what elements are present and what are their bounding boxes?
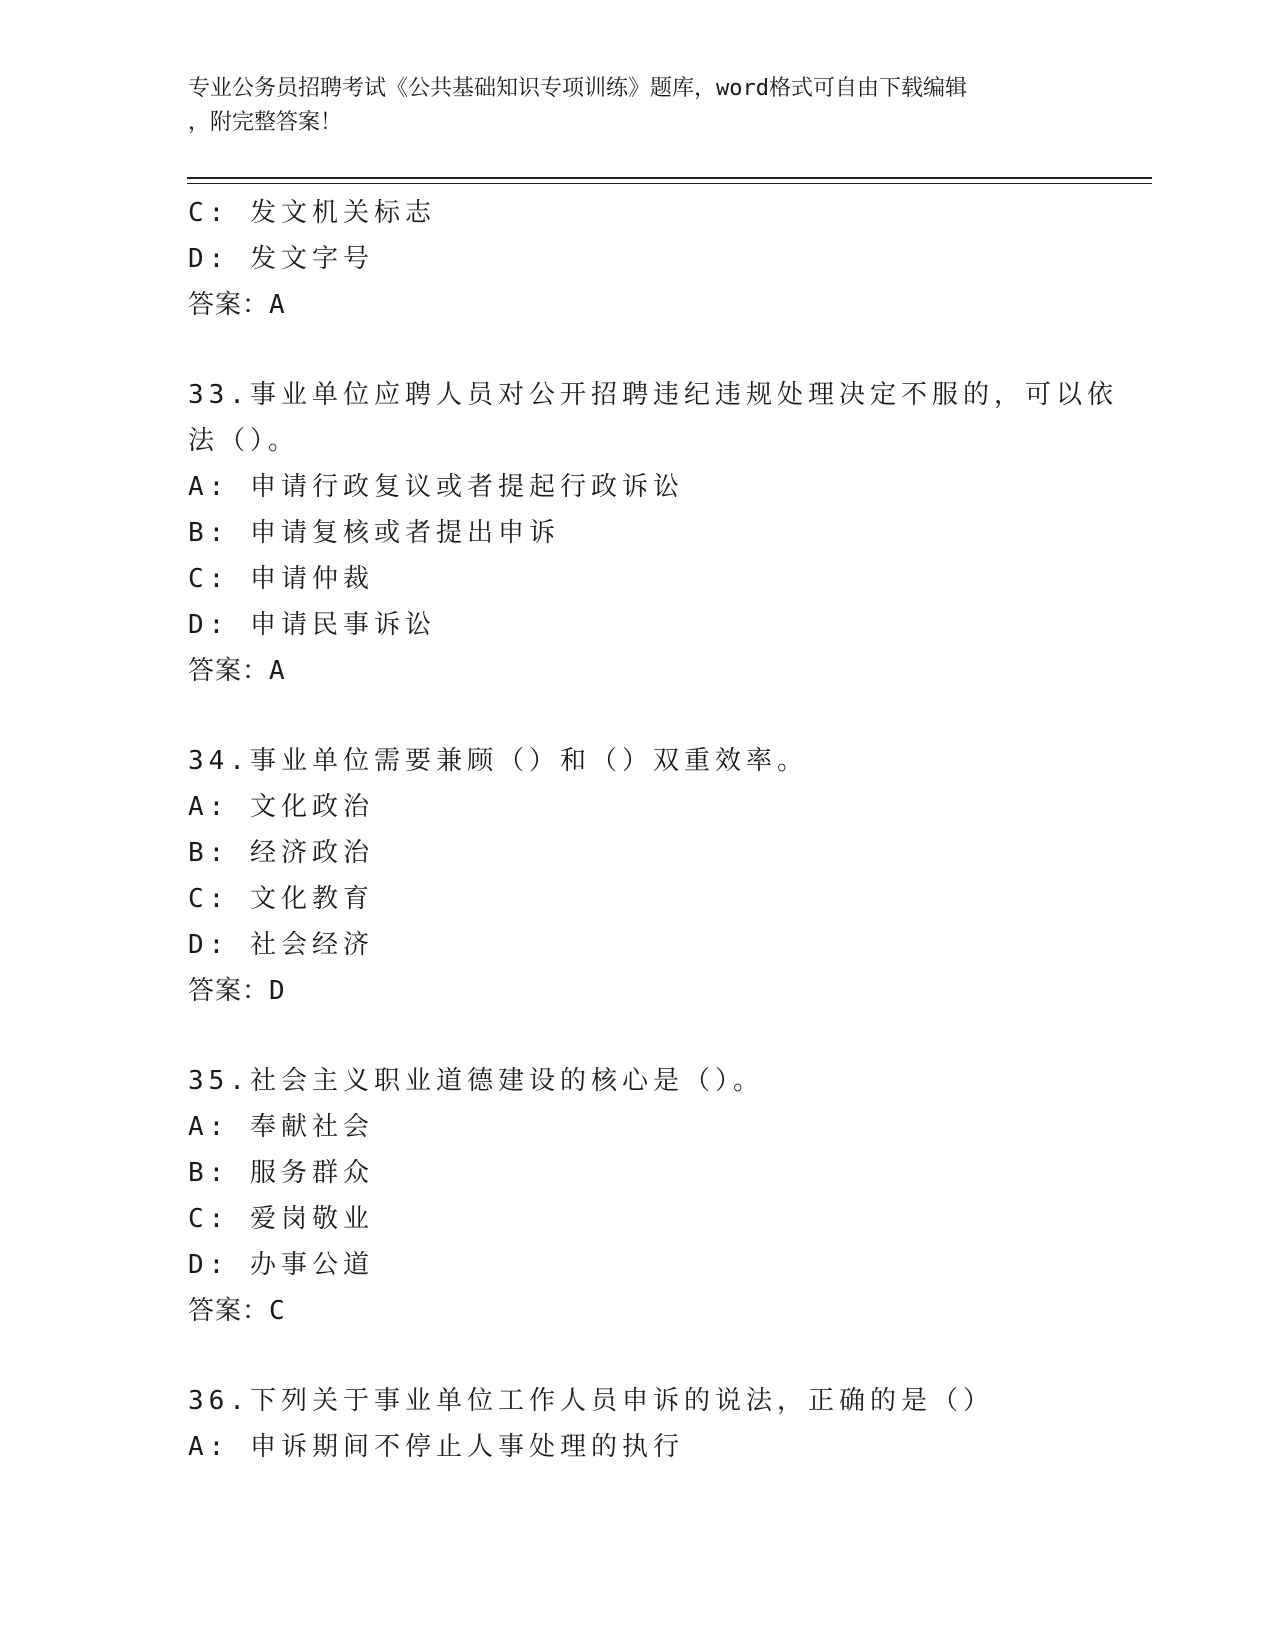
option-b: B: 申请复核或者提出申诉 [188,518,560,548]
header-title-line-2: ，附完整答案！ [188,110,343,135]
option-a: A: 奉献社会 [188,1112,374,1142]
option-b: B: 服务群众 [188,1158,374,1188]
header-divider [187,177,1152,179]
option-d: D: 发文字号 [188,244,374,274]
question-34 [188,738,1148,1014]
question-stem: 35.社会主义职业道德建设的核心是（）。 [188,1066,764,1096]
option-a: A: 申诉期间不停止人事处理的执行 [188,1432,684,1462]
question-33 [188,372,1148,694]
option-d: D: 办事公道 [188,1250,374,1280]
option-c: C: 文化教育 [188,884,374,914]
option-d: D: 申请民事诉讼 [188,610,436,640]
answer: 答案：D [188,976,286,1006]
option-d: D: 社会经济 [188,930,374,960]
answer: 答案：A [188,290,286,320]
option-b: B: 经济政治 [188,838,374,868]
question-list [188,190,1148,1470]
header-divider-thin [187,183,1152,184]
answer: 答案：C [188,1296,286,1326]
question-stem: 34.事业单位需要兼顾（）和（）双重效率。 [188,746,808,776]
option-c: C: 发文机关标志 [188,198,436,228]
document-header [188,72,1088,140]
question-stem: 33.事业单位应聘人员对公开招聘违纪违规处理决定不服的，可以依法（）。 [188,380,1118,456]
question-36 [188,1378,1148,1470]
previous-question [188,190,1148,328]
option-a: A: 申请行政复议或者提起行政诉讼 [188,472,684,502]
option-c: C: 爱岗敬业 [188,1204,374,1234]
option-a: A: 文化政治 [188,792,374,822]
header-title-line-1: 专业公务员招聘考试《公共基础知识专项训练》题库，word格式可自由下载编辑 [188,76,967,101]
answer: 答案：A [188,656,286,686]
question-35 [188,1058,1148,1334]
question-stem: 36.下列关于事业单位工作人员申诉的说法，正确的是（） [188,1386,994,1416]
option-c: C: 申请仲裁 [188,564,374,594]
